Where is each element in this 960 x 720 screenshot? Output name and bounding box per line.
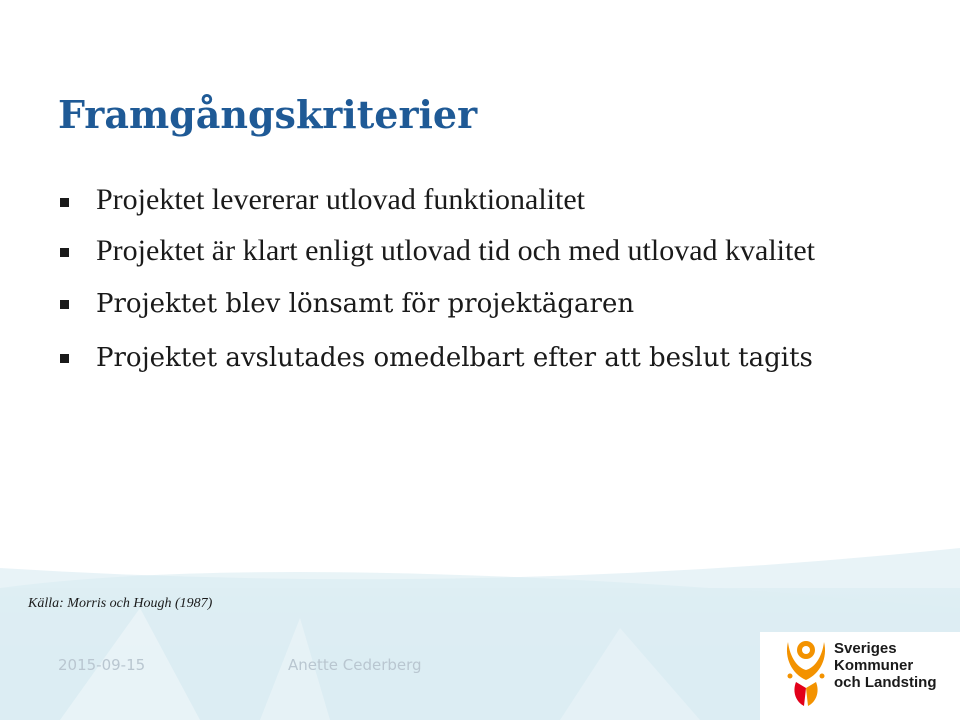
square-bullet-icon: [60, 300, 69, 309]
bullet-list: [58, 180, 918, 390]
bullet-item: [58, 336, 918, 380]
logo-line: Kommuner: [834, 657, 914, 674]
skl-logo-wordmark: [834, 640, 937, 691]
slide-title: Framgångskriterier: [58, 92, 478, 137]
bullet-item: [58, 282, 918, 326]
logo-line: Sveriges: [834, 640, 897, 657]
bullet-item: [58, 230, 918, 272]
footer-author: Anette Cederberg: [288, 656, 422, 674]
source-citation: Källa: Morris och Hough (1987): [28, 596, 213, 611]
bullet-text: Projektet är klart enligt utlovad tid och med utlovad kvalitet: [96, 234, 815, 267]
logo-line: och Landsting: [834, 674, 937, 691]
footer-date: 2015-09-15: [58, 656, 146, 674]
square-bullet-icon: [60, 354, 69, 363]
skl-logo: [782, 636, 952, 708]
bullet-text: Projektet avslutades omedelbart efter att beslut tagits: [96, 343, 813, 373]
bullet-item: [58, 180, 918, 220]
bullet-text: Projektet blev lönsamt för projektägaren: [96, 289, 635, 319]
square-bullet-icon: [60, 248, 69, 257]
skl-logo-icon: [782, 636, 832, 708]
square-bullet-icon: [60, 198, 69, 207]
bullet-text: Projektet levererar utlovad funktionalitet: [96, 183, 585, 216]
